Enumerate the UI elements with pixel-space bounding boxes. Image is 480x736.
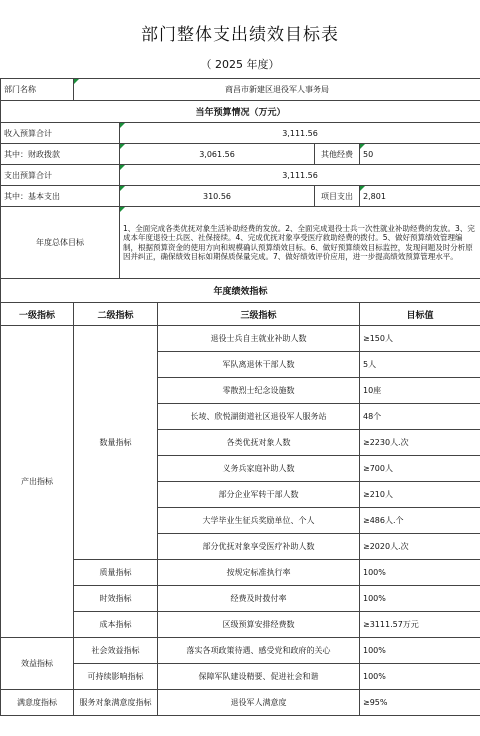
expense-row [1,165,480,186]
level1-satisfaction: 满意度指标 [1,690,74,716]
table-row [1,326,480,352]
expense-label: 支出预算合计 [1,165,120,186]
income-value: 3,111.56 [120,123,480,144]
target-cell: 100% [360,586,480,612]
level3-cell: 各类优抚对象人数 [158,430,360,456]
level3-cell: 区级预算安排经费数 [158,612,360,638]
basic-value: 310.56 [120,186,315,207]
level3-cell: 零散烈士纪念设施数 [158,378,360,404]
level3-cell: 保障军队建设精要、促进社会和谐 [158,664,360,690]
performance-table [0,78,480,716]
target-cell: 10座 [360,378,480,404]
target-cell: 100% [360,560,480,586]
level3-cell: 按规定标准执行率 [158,560,360,586]
target-cell: 100% [360,664,480,690]
page-title: 部门整体支出绩效目标表 [141,25,339,45]
level2-quantity: 数量指标 [74,326,158,560]
budget-header: 当年预算情况（万元） [1,101,480,123]
target-cell: 5人 [360,352,480,378]
level2-sustain: 可持续影响指标 [74,664,158,690]
table-row [1,690,480,716]
level3-cell: 军队离退休干部人数 [158,352,360,378]
col-level2: 二级指标 [74,303,158,326]
level2-quality: 质量指标 [74,560,158,586]
expense-value: 3,111.56 [120,165,480,186]
col-target: 目标值 [360,303,480,326]
level3-cell: 部分优抚对象享受医疗补助人数 [158,534,360,560]
expense-split-row [1,186,480,207]
level3-cell: 经费及时拨付率 [158,586,360,612]
project-value: 2,801 [360,186,480,207]
level3-cell: 长堎、欣悦湖街道社区退役军人服务站 [158,404,360,430]
indicators-header: 年度绩效指标 [1,279,480,303]
target-cell: ≥95% [360,690,480,716]
level3-cell: 退役军人满意度 [158,690,360,716]
basic-label: 其中：基本支出 [1,186,120,207]
income-label: 收入预算合计 [1,123,120,144]
level3-cell: 退役士兵自主就业补助人数 [158,326,360,352]
dept-label: 部门名称 [1,79,74,101]
level3-cell: 部分企业军转干部人数 [158,482,360,508]
table-row [1,638,480,664]
level3-cell: 大学毕业生征兵奖励单位、个人 [158,508,360,534]
target-cell: ≥210人 [360,482,480,508]
overall-text: 1、全面完成各类优抚对象生活补助经费的发放。2、全面完成退役士兵一次性就业补助经费的发放。3、完成本年度退役士兵医、社保接续。4、完成优抚对象享受医疗救助经费的拨付。5、做好预算绩效管理编制，根据预算资金的使用方向和规模确认预算绩效目标。6、做好预算绩效目标监控，发现问题及时分析原因并纠正，确保绩效目标如期保质保量完成。7、做好绩效评价应用，进一步提高绩效预算管理水平。 [120,207,480,279]
level3-cell: 义务兵家庭补助人数 [158,456,360,482]
dept-value: 商昌市新建区退役军人事务局 [74,79,480,101]
col-level1: 一级指标 [1,303,74,326]
level1-benefit: 效益指标 [1,638,74,690]
level2-social: 社会效益指标 [74,638,158,664]
target-cell: ≥700人 [360,456,480,482]
other-value: 50 [360,144,480,165]
level2-service: 服务对象满意度指标 [74,690,158,716]
level2-timeliness: 时效指标 [74,586,158,612]
target-cell: ≥2020人.次 [360,534,480,560]
project-label: 项目支出 [315,186,360,207]
dept-row [1,79,480,101]
overall-label: 年度总体目标 [1,207,120,279]
target-cell: ≥486人.个 [360,508,480,534]
level1-output: 产出指标 [1,326,74,638]
col-level3: 三级指标 [158,303,360,326]
other-label: 其他经费 [315,144,360,165]
target-cell: ≥2230人.次 [360,430,480,456]
level3-cell: 落实各项政策待遇、感受党和政府的关心 [158,638,360,664]
fiscal-label: 其中：财政拨款 [1,144,120,165]
income-split-row [1,144,480,165]
income-row [1,123,480,144]
level2-cost: 成本指标 [74,612,158,638]
column-header-row [1,303,480,326]
fiscal-value: 3,061.56 [120,144,315,165]
target-cell: ≥3111.57万元 [360,612,480,638]
target-cell: 100% [360,638,480,664]
target-cell: 48个 [360,404,480,430]
overall-row [1,207,480,279]
target-cell: ≥150人 [360,326,480,352]
year-label: （ 2025 年度） [200,58,280,71]
